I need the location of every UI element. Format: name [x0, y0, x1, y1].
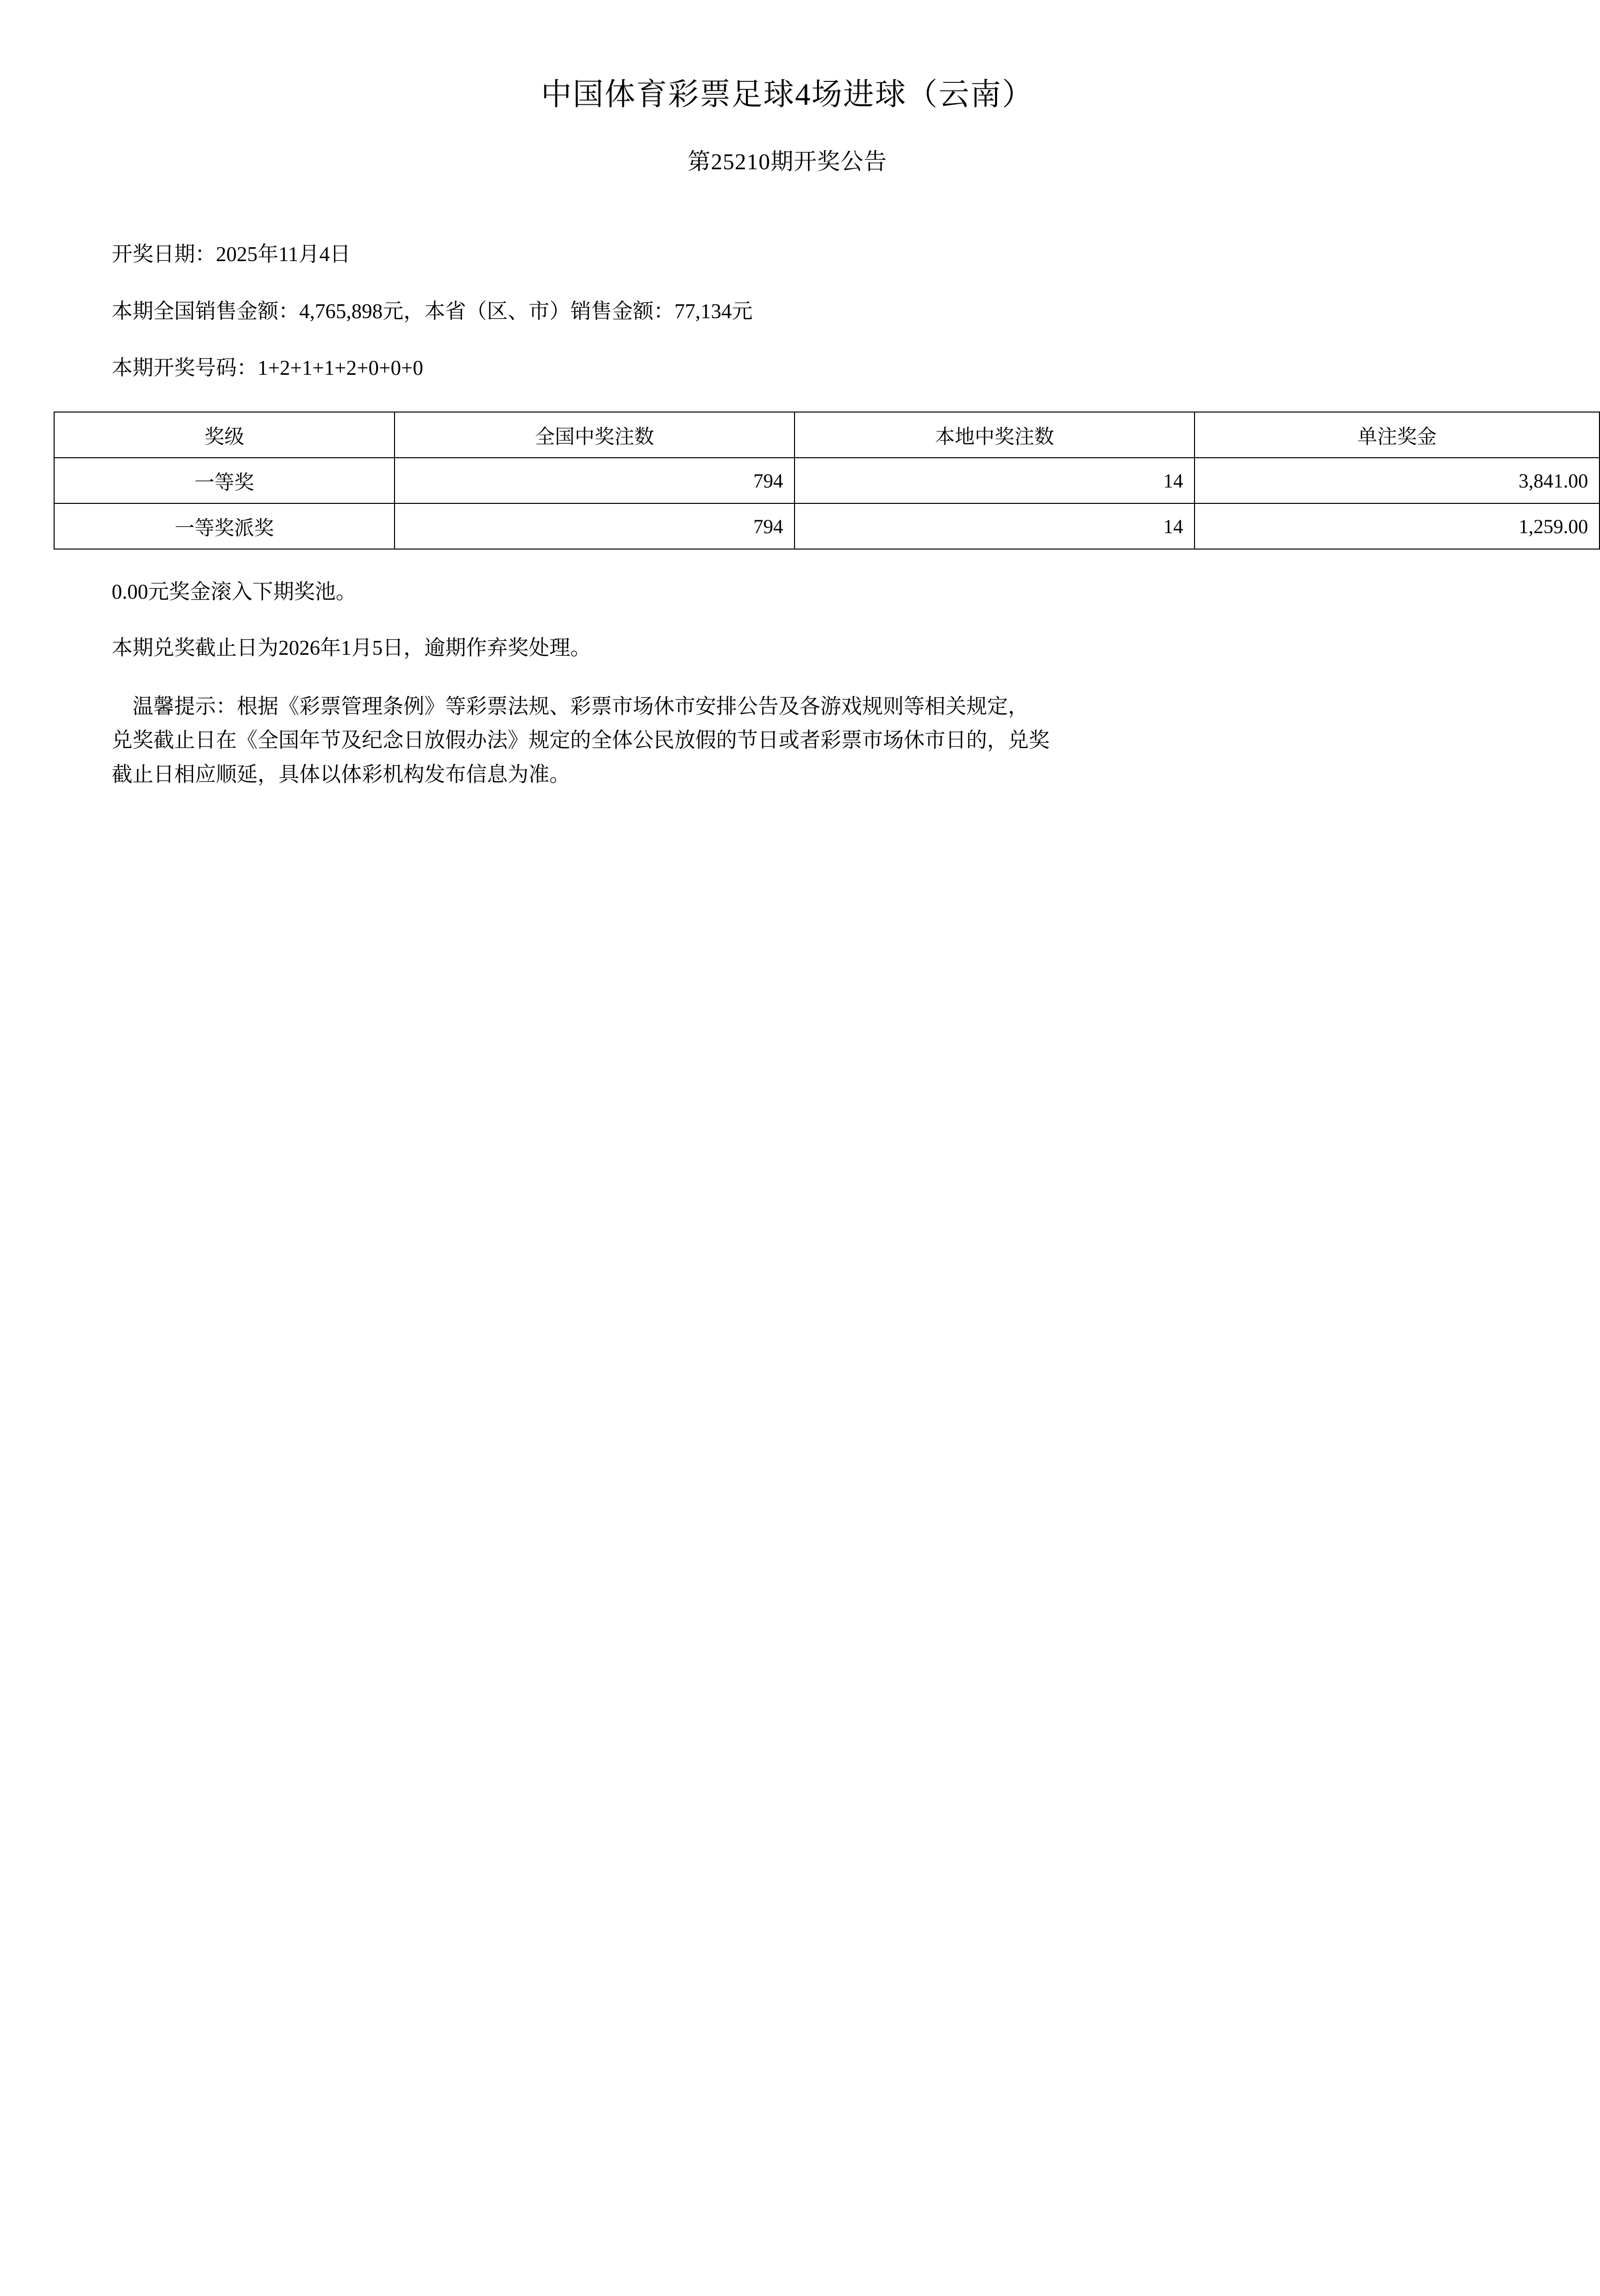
cell-local-count: 14 [795, 503, 1195, 549]
announcement-footer-block [0, 578, 1575, 662]
lottery-announcement-page [0, 70, 1588, 2296]
table-header-level: 奖级 [54, 412, 395, 458]
cell-prize-amount: 1,259.00 [1195, 503, 1600, 549]
cell-national-count: 794 [395, 458, 795, 503]
sales-amount-line: 本期全国销售金额：4,765,898元，本省（区、市）销售金额：77,134元 [112, 300, 753, 323]
rollover-line: 0.00元奖金滚入下期奖池。 [112, 581, 357, 604]
warm-tips-block [0, 690, 1575, 791]
tips-line-3: 截止日相应顺延，具体以体彩机构发布信息为准。 [112, 763, 571, 786]
tips-line-1: 温馨提示：根据《彩票管理条例》等彩票法规、彩票市场休市安排公告及各游戏规则等相关规定， [133, 696, 1029, 719]
claim-deadline-line: 本期兑奖截止日为2026年1月5日，逾期作弃奖处理。 [112, 636, 592, 660]
page-title: 中国体育彩票足球4场进球（云南） [540, 78, 1034, 112]
table-row [54, 503, 1600, 549]
page-subtitle: 第25210期开奖公告 [687, 149, 887, 174]
prize-table [54, 412, 1600, 550]
winning-numbers-line: 本期开奖号码：1+2+1+1+2+0+0+0 [112, 357, 423, 380]
cell-national-count: 794 [395, 503, 795, 549]
table-header-prize-amount: 单注奖金 [1195, 412, 1600, 458]
tips-line-2: 兑奖截止日在《全国年节及纪念日放假办法》规定的全体公民放假的节日或者彩票市场休市日的，兑奖 [112, 729, 1050, 753]
cell-level: 一等奖派奖 [54, 503, 395, 549]
announcement-info-block [0, 241, 1575, 383]
table-row [54, 458, 1600, 503]
draw-date-line: 开奖日期：2025年11月4日 [112, 243, 351, 266]
table-header-local-count: 本地中奖注数 [795, 412, 1195, 458]
table-header-national-count: 全国中奖注数 [395, 412, 795, 458]
cell-local-count: 14 [795, 458, 1195, 503]
cell-level: 一等奖 [54, 458, 395, 503]
table-header-row [54, 412, 1600, 458]
cell-prize-amount: 3,841.00 [1195, 458, 1600, 503]
